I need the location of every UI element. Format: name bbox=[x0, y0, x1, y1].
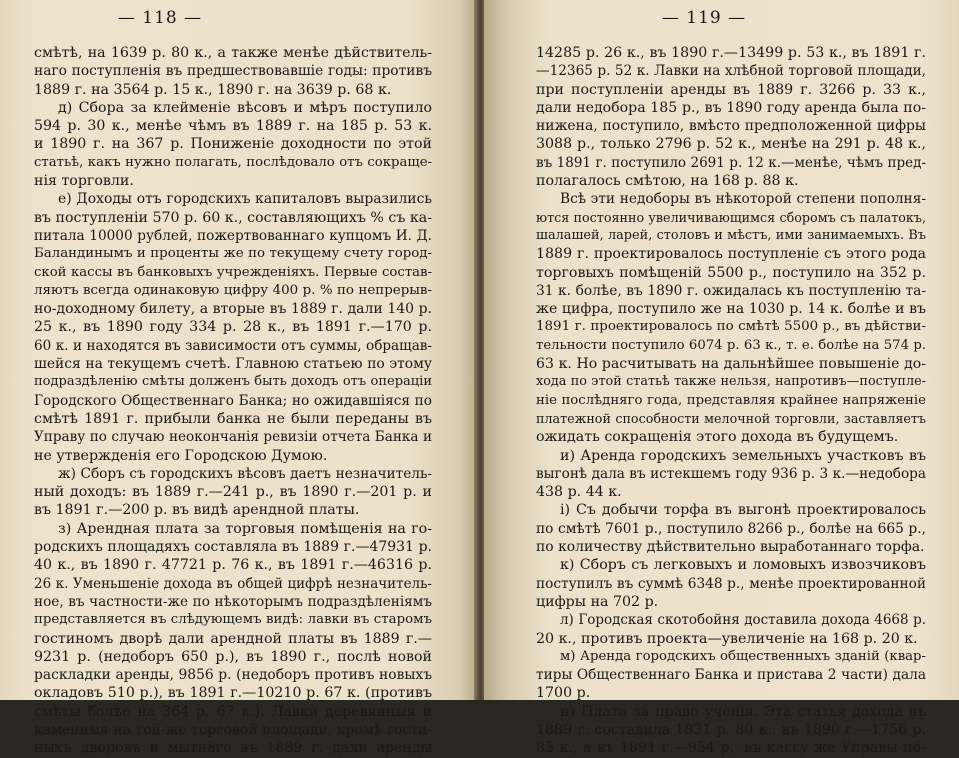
text-line: д) Сбора за клейменіе вѣсовъ и мѣръ поступило bbox=[58, 99, 432, 116]
left-page bbox=[0, 0, 478, 757]
text-line: ж) Сборъ съ городскихъ вѣсовъ даетъ незначитель- bbox=[58, 465, 432, 482]
text-line: гостиномъ дворѣ дали арендной платы въ 1889 г.— bbox=[34, 630, 432, 647]
text-line: 1889 г. на 3564 р. 15 к., 1890 г. на 3639 р. 68 к. bbox=[34, 81, 392, 98]
text-line: по смѣтѣ 7601 р., поступило 8266 р., болѣе на 665 р., bbox=[536, 520, 926, 537]
text-line: ляютъ всегда одинаковую цифру 400 р. % по непрерыв- bbox=[34, 282, 432, 298]
text-line: подраздѣленію смѣты долженъ быть доходъ отъ операціи bbox=[34, 374, 432, 390]
page-number: — 119 — bbox=[661, 8, 747, 28]
text-line: 1891 г. проектировалось по смѣтѣ 5500 р., въ дѣйстви- bbox=[536, 319, 926, 335]
text-line: тельности поступило 6074 р. 63 к., т. е. болѣе на 574 р. bbox=[536, 337, 926, 353]
text-line: 26 к. Уменьшеніе дохода въ общей цифрѣ незначитель- bbox=[34, 575, 432, 592]
text-line: раскладки аренды, 9856 р. (недоборъ противъ новыхъ bbox=[34, 667, 432, 684]
text-line: родскихъ площадяхъ составляла въ 1889 г.—47931 р. bbox=[34, 539, 432, 556]
text-line: м) Аренда городскихъ общественныхъ зданій (квар- bbox=[560, 648, 926, 664]
text-line: к) Сборъ съ легковыхъ и ломовыхъ извозчиковъ bbox=[560, 557, 926, 574]
text-line: ожидать сокращенія этого дохода въ будущемъ. bbox=[536, 429, 899, 446]
text-line: нижена, поступило, вмѣсто предположенной цифры bbox=[536, 118, 926, 135]
text-line: въ 1891 г. поступило 2691 р. 12 к.—менѣе, чѣмъ пред- bbox=[536, 154, 926, 171]
text-line: ное, въ частности-же по нѣкоторымъ подраздѣленіямъ bbox=[34, 593, 432, 610]
text-line: нія торговли. bbox=[34, 173, 134, 190]
text-line: 14285 р. 26 к., въ 1890 г.—13499 р. 53 к., въ 1891 г. bbox=[536, 45, 926, 61]
text-line: выгонѣ дала въ истекшемъ году 936 р. 3 к.—недобора bbox=[536, 465, 926, 482]
text-line: ный доходъ: въ 1889 г.—241 р., въ 1890 г.—201 р. и bbox=[34, 484, 432, 501]
text-line: 1700 р. bbox=[536, 685, 591, 702]
text-line: Управу по случаю неокончанія ревизіи отчета Банка и bbox=[34, 429, 432, 446]
text-line: поступилъ въ суммѣ 6348 р., менѣе проектированной bbox=[536, 575, 926, 592]
text-line: хода по этой статьѣ также нельзя, напротивъ—поступле- bbox=[536, 374, 926, 390]
text-line: 40 к., въ 1890 г. 47721 р. 76 к., въ 1891 г.—46316 р. bbox=[34, 557, 432, 574]
text-line: и 1890 г. на 367 р. Пониженіе доходности по этой bbox=[34, 136, 432, 153]
text-line: 1889 г. проектировалось поступленіе съ этого рода bbox=[536, 246, 926, 263]
text-line: по количеству дѣйствительно выработаннаго торфа. bbox=[536, 539, 925, 556]
text-line: 438 р. 44 к. bbox=[536, 484, 622, 501]
text-line: ніе послѣдняго года, представляя крайнее напряженіе bbox=[536, 392, 926, 408]
text-line: дали недобора 185 р., въ 1890 году аренда была по- bbox=[536, 99, 926, 116]
text-line: —12365 р. 52 к. Лавки на хлѣбной торговой площади, bbox=[536, 63, 926, 80]
text-line: 85 к., а въ 1891 г.—954 р., въ кассу же Управы по- bbox=[536, 740, 926, 757]
text-line: наго поступленія въ предшествовавшіе годы: противъ bbox=[34, 63, 432, 80]
text-line: платежной способности мелочной торговли, заставляетъ bbox=[536, 410, 926, 426]
text-line: представляется въ слѣдующемъ видѣ: лавки въ старомъ bbox=[34, 612, 432, 628]
text-line: тиры Общественнаго Банка и пристава 2 части) дала bbox=[536, 667, 926, 684]
text-line: статьѣ, какъ нужно полагать, послѣдовало отъ сокраще- bbox=[34, 154, 432, 170]
text-line: же цифра, поступило же на 1030 р. 14 к. болѣе и въ bbox=[536, 301, 926, 318]
page-text bbox=[34, 44, 432, 758]
text-line: шейся на текущемъ счетѣ. Главною статьею по этому bbox=[34, 356, 432, 373]
text-line: 9231 р. (недоборъ 650 р.), въ 1890 г., послѣ новой bbox=[34, 648, 432, 665]
text-line: н) Плата за право ученія. Эта статья дохода въ bbox=[560, 703, 926, 720]
text-line: 594 р. 30 к., менѣе чѣмъ въ 1889 г. на 185 р. 53 к. bbox=[34, 118, 432, 135]
text-line: смѣты болѣе на 364 р. 67 к.). Лавки деревянныя и bbox=[34, 703, 432, 720]
text-line: но-доходному билету, а вторые въ 1889 г. дали 140 р. bbox=[34, 301, 432, 318]
text-line: торговыхъ помѣщеній 5500 р., поступило на 352 р. bbox=[536, 264, 926, 281]
page-number: — 118 — bbox=[117, 8, 203, 28]
page-text bbox=[536, 44, 926, 758]
text-line: и) Аренда городскихъ земельныхъ участковъ въ bbox=[560, 447, 926, 464]
right-page bbox=[484, 0, 959, 757]
text-line: ской кассы въ банковыхъ учрежденіяхъ. Первые состав- bbox=[34, 264, 432, 280]
text-line: смѣтѣ 1891 г. прибыли банка не были переданы въ bbox=[34, 410, 432, 427]
text-line: полагалось смѣтою, на 168 р. 88 к. bbox=[536, 173, 799, 190]
text-line: е) Доходы отъ городскихъ капиталовъ выразились bbox=[58, 191, 432, 208]
text-line: въ 1891 г.—200 р. въ видѣ арендной платы. bbox=[34, 502, 360, 519]
text-line: при поступленіи аренды въ 1889 г. 3266 р. 33 к., bbox=[536, 81, 926, 98]
text-line: цифры на 702 р. bbox=[536, 593, 659, 610]
text-line: 1889 г. составила 1831 р. 80 к., въ 1890 г.—1756 р. bbox=[536, 721, 926, 738]
text-line: питала 10000 рублей, пожертвованнаго купцомъ И. Д. bbox=[34, 227, 432, 244]
text-line: л) Городская скотобойня доставила дохода 4668 р. bbox=[560, 612, 926, 629]
text-line: 20 к., противъ проекта—увеличеніе на 168 р. 20 к. bbox=[536, 630, 918, 647]
text-line: 63 к. Но расчитывать на дальнѣйшее повышеніе до- bbox=[536, 356, 926, 373]
text-line: і) Съ добычи торфа въ выгонѣ проектировалось bbox=[560, 502, 926, 519]
text-line: ныхъ дворовъ и мытнаго въ 1889 г. дали аренды bbox=[34, 740, 432, 757]
text-line: шалашей, ларей, столовъ и мѣстъ, ими занимаемыхъ. Въ bbox=[536, 227, 926, 243]
text-line: 31 к. болѣе, въ 1890 г. ожидалась къ поступленію та- bbox=[536, 282, 926, 299]
text-line: смѣтѣ, на 1639 р. 80 к., а также менѣе дѣйствитель- bbox=[34, 45, 432, 61]
text-line: 25 к., въ 1890 году 334 р. 28 к., въ 1891 г.—170 р. bbox=[34, 319, 432, 336]
text-line: ются постоянно увеличивающимся сборомъ съ палатокъ, bbox=[536, 209, 926, 225]
text-line: Баландинымъ и проценты же по текущему счету город- bbox=[34, 246, 432, 262]
text-line: въ поступленіи 570 р. 60 к., составляющихъ % съ ка- bbox=[34, 209, 432, 226]
text-line: каменныя на той-же торговой площади, кромѣ гости- bbox=[34, 721, 432, 738]
text-line: Городского Общественнаго Банка; но ожидавшіяся по bbox=[34, 392, 432, 409]
text-line: 60 к. и находятся въ зависимости отъ суммы, обращав- bbox=[34, 337, 432, 354]
text-line: з) Арендная плата за торговыя помѣщенія на го- bbox=[58, 520, 432, 537]
text-line: Всѣ эти недоборы въ нѣкоторой степени пополня- bbox=[560, 191, 926, 208]
text-line: 3088 р., только 2796 р. 52 к., менѣе на 291 р. 48 к., bbox=[536, 136, 926, 153]
text-line: не утвержденія его Городскою Думою. bbox=[34, 447, 328, 464]
text-line: окладовъ 510 р.), въ 1891 г.—10210 р. 67 к. (противъ bbox=[34, 685, 432, 702]
